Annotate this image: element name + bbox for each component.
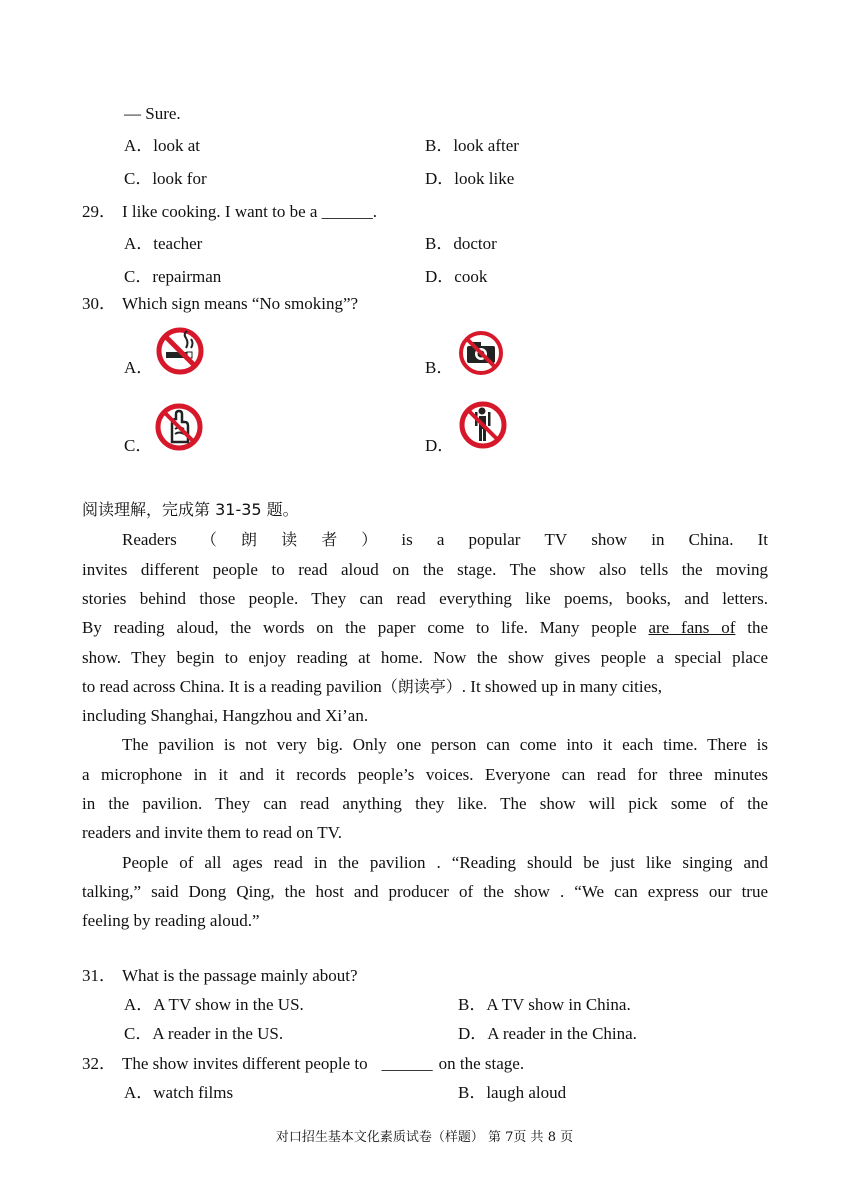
word: TV (544, 530, 568, 549)
passage-line: stories behind those people. They can read everything like poems, books, and letters. (82, 589, 768, 608)
q30-stem: Which sign means “No smoking”? (122, 294, 359, 313)
q31-number: 31． (82, 966, 116, 985)
q29-option-c: C．repairman (124, 267, 222, 286)
q29-option-b: B．doctor (425, 234, 497, 253)
q28-option-a: A．look at (124, 136, 201, 155)
passage-line: a microphone in it and it records people’s voices. Everyone can read for three minutes (82, 765, 768, 784)
passage-line-with-chinese (82, 677, 768, 697)
q32-option-b: B．laugh aloud (458, 1083, 567, 1102)
passage-line: in the pavilion. They can read anything they like. The show will pick some of the (82, 794, 768, 813)
q30-option-d: D． (425, 436, 455, 455)
q28-option-b: B．look after (425, 136, 519, 155)
passage-line: talking,” said Dong Qing, the host and producer of the show . “We can express our true (82, 882, 768, 901)
no-photography-icon (456, 328, 506, 378)
no-touching-icon (154, 402, 204, 452)
word: 者 (321, 530, 338, 549)
answer-blank: ______ (381, 1054, 433, 1073)
q28-option-d: D．look like (425, 169, 515, 188)
q29-option-a: A．teacher (124, 234, 203, 253)
text-segment: to read across China. It is a reading pavilion (82, 677, 382, 696)
q31-option-c: C．A reader in the US. (124, 1024, 284, 1043)
word: Readers (122, 530, 177, 549)
passage-p1-first-line (122, 530, 768, 550)
text-segment: on the stage. (438, 1054, 525, 1073)
passage-line: show. They begin to enjoy reading at home. Now the show gives people a special place (82, 648, 768, 667)
passage-line: including Shanghai, Hangzhou and Xi’an. (82, 706, 369, 725)
q29-option-d: D．cook (425, 267, 488, 286)
word: in (651, 530, 665, 549)
text-segment: By reading aloud, the words on the paper come to life. Many people (82, 618, 649, 637)
chinese-term: （朗读亭） (381, 677, 462, 696)
text-segment: the (735, 618, 768, 637)
passage-line: feeling by reading aloud.” (82, 911, 260, 930)
passage-line: readers and invite them to read on TV. (82, 823, 342, 842)
word: a (436, 530, 445, 549)
reading-heading: 阅读理解，完成第 31-35 题。 (82, 500, 299, 519)
page-footer: 对口招生基本文化素质试卷（样题） 第 7页 共 8 页 (275, 1130, 574, 1145)
q32-stem (122, 1054, 524, 1074)
passage-line: invites different people to read aloud on the stage. The show also tells the moving (82, 560, 768, 579)
word: （ (200, 530, 217, 549)
q30-number: 30． (82, 294, 116, 313)
passage-line: The pavilion is not very big. Only one person can come into it each time. There is (122, 735, 768, 754)
text-segment: . It showed up in many cities, (461, 677, 662, 696)
no-smoking-icon (155, 326, 205, 376)
text-segment: The show invites different people to (122, 1054, 368, 1073)
no-standing-icon (458, 400, 508, 450)
q32-number: 32． (82, 1054, 116, 1073)
q32-option-a: A．watch films (124, 1083, 234, 1102)
q31-stem: What is the passage mainly about? (122, 966, 358, 985)
q30-option-a: A． (124, 358, 154, 377)
word: China. (688, 530, 734, 549)
q28-answer-line: — Sure. (124, 104, 181, 123)
q31-option-a: A．A TV show in the US. (124, 995, 304, 1014)
word: ） (361, 530, 378, 549)
passage-line: People of all ages read in the pavilion . “Reading should be just like singing and (122, 853, 768, 872)
underlined-phrase: are fans of (648, 618, 736, 637)
q30-option-c: C． (124, 436, 153, 455)
q30-option-b: B． (425, 358, 454, 377)
q31-option-b: B．A TV show in China. (458, 995, 631, 1014)
word: popular (468, 530, 521, 549)
word: is (401, 530, 413, 549)
word: 读 (281, 530, 298, 549)
passage-line-with-underline (82, 618, 768, 638)
word: 朗 (240, 530, 257, 549)
word: show (591, 530, 628, 549)
q29-stem: I like cooking. I want to be a ______. (122, 202, 377, 221)
word: It (757, 530, 768, 549)
q29-number: 29． (82, 202, 116, 221)
q31-option-d: D．A reader in the China. (458, 1024, 637, 1043)
q28-option-c: C．look for (124, 169, 207, 188)
